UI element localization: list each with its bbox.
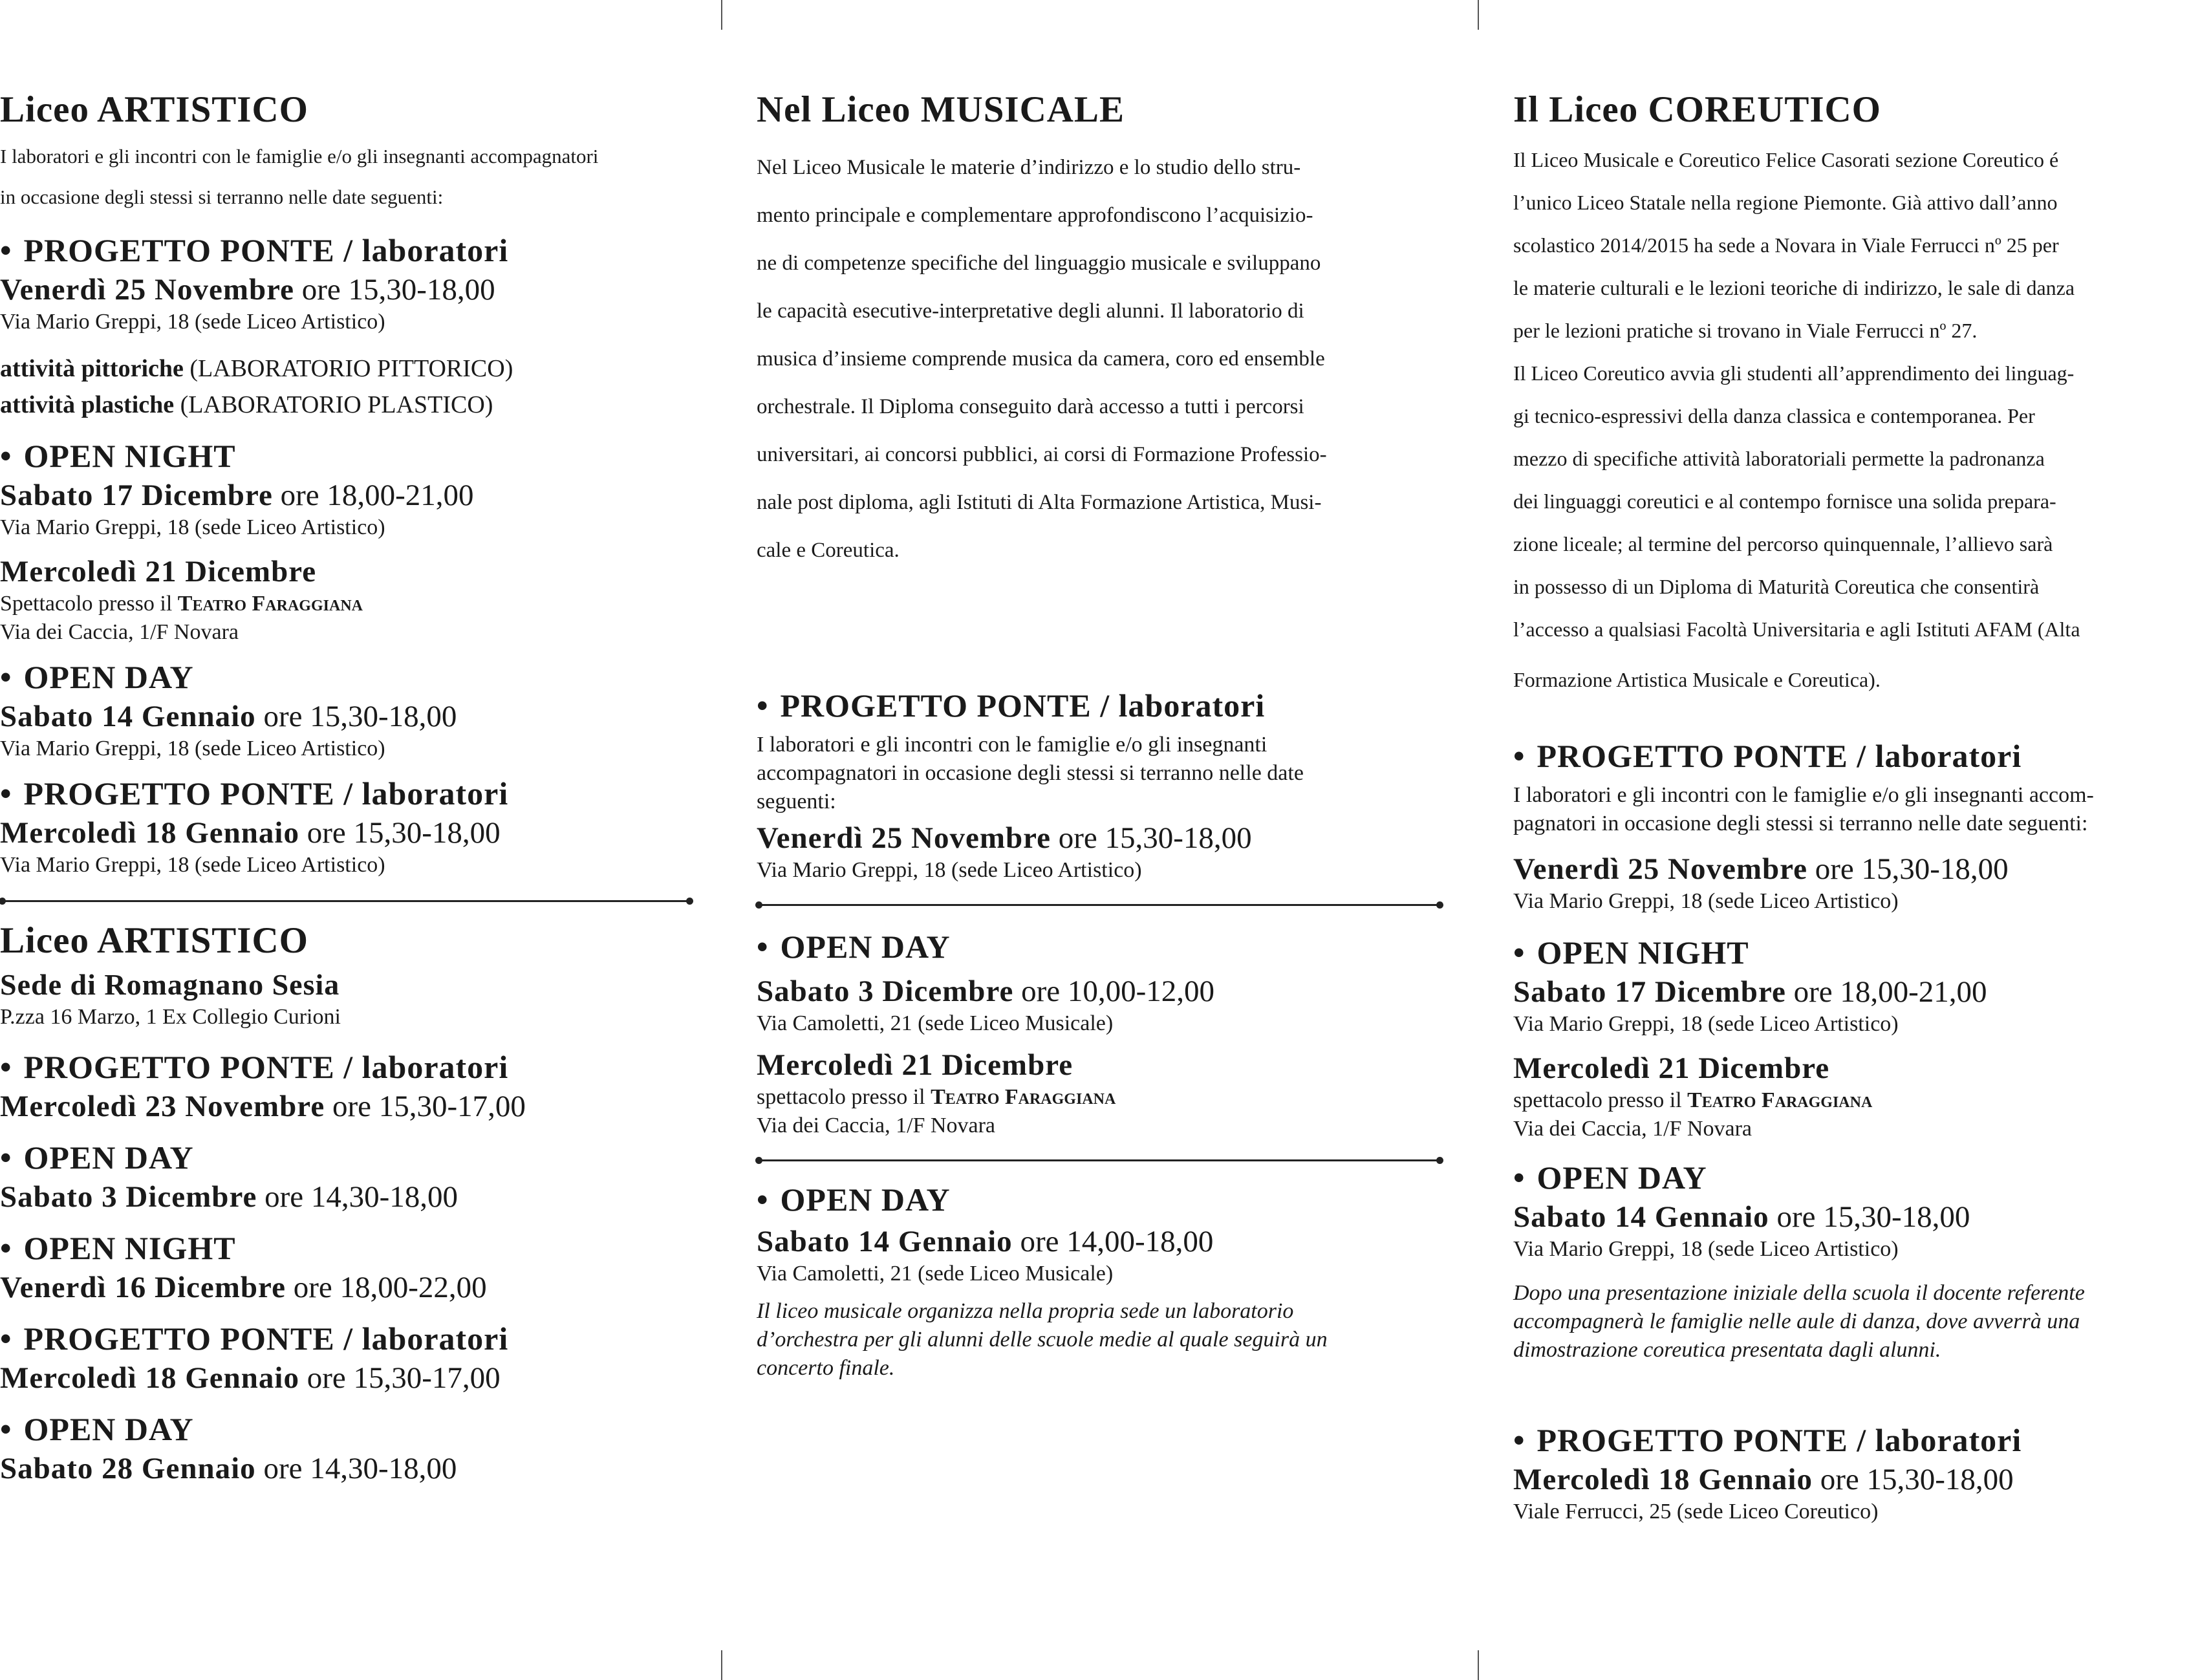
paragraph-line: per le lezioni pratiche si trovano in Viale Ferrucci nº 27. (1513, 319, 1978, 342)
event-date: Sabato 17 Dicembre ore 18,00-21,00 (1513, 975, 1987, 1009)
event-address: Via Camoletti, 21 (sede Liceo Musicale) (757, 1011, 1114, 1035)
paragraph-line: l’accesso a qualsiasi Facoltà Universitaria e agli Istituti AFAM (Alta (1513, 618, 2080, 641)
event-date: Sabato 3 Dicembre ore 10,00-12,00 (757, 975, 1214, 1008)
note-line: dimostrazione coreutica presentata dagli alunni. (1513, 1338, 1941, 1362)
event-address: Via Mario Greppi, 18 (sede Liceo Artistico) (0, 737, 385, 760)
event-date: Mercoledì 18 Gennaio ore 15,30-17,00 (0, 1361, 501, 1395)
note-line: Il liceo musicale organizza nella propria sede un laboratorio (757, 1299, 1294, 1323)
paragraph-line: orchestrale. Il Diploma conseguito darà accesso a tutti i percorsi (757, 395, 1304, 418)
fold-mark-bottom-left (721, 1650, 722, 1680)
intro-line: seguenti: (757, 790, 836, 813)
event-date: Mercoledì 21 Dicembre (1513, 1051, 1830, 1085)
paragraph-line: zione liceale; al termine del percorso quinquennale, l’allievo sarà (1513, 532, 2053, 555)
column-liceo-artistico (0, 84, 692, 1487)
divider (0, 900, 692, 902)
paragraph-line: nale post diploma, agli Istituti di Alta Formazione Artistica, Musi- (757, 491, 1322, 514)
event-address: Via Mario Greppi, 18 (sede Liceo Artistico) (757, 858, 1142, 882)
section-title: Liceo ARTISTICO (0, 920, 308, 961)
intro-line: accompagnatori in occasione degli stessi si terranno nelle date (757, 761, 1304, 785)
section-address: P.zza 16 Marzo, 1 Ex Collegio Curioni (0, 1005, 341, 1029)
fold-mark-top-right (1478, 0, 1479, 30)
paragraph-line: mento principale e complementare approfondiscono l’acquisizio- (757, 204, 1313, 227)
event-date: Sabato 14 Gennaio ore 15,30-18,00 (0, 700, 457, 733)
event-heading: • OPEN DAY (757, 929, 951, 965)
event-address: Via Mario Greppi, 18 (sede Liceo Artistico) (0, 515, 385, 539)
paragraph-line: dei linguaggi coreutici e al contempo fornisce una solida prepara- (1513, 490, 2056, 513)
event-date: Mercoledì 21 Dicembre (757, 1048, 1073, 1082)
paragraph-line: l’unico Liceo Statale nella regione Piemonte. Già attivo dall’anno (1513, 191, 2058, 214)
paragraph-line: in possesso di un Diploma di Maturità Coreutica che consentirà (1513, 575, 2040, 598)
lab-item: attività pittoriche (LABORATORIO PITTORICO) (0, 355, 513, 382)
paragraph-line: scolastico 2014/2015 ha sede a Novara in Viale Ferrucci nº 25 per (1513, 233, 2059, 257)
intro-line: in occasione degli stessi si terranno nelle date seguenti: (0, 186, 444, 208)
note-line: Dopo una presentazione iniziale della scuola il docente referente (1513, 1281, 2085, 1305)
event-heading: • OPEN NIGHT (1513, 934, 1749, 971)
column-liceo-coreutico (1513, 84, 2192, 1526)
note-line: accompagnerà le famiglie nelle aule di danza, dove avverrà una (1513, 1309, 2080, 1333)
fold-mark-bottom-right (1478, 1650, 1479, 1680)
intro-line: I laboratori e gli incontri con le famiglie e/o gli insegnanti accompagnatori (0, 145, 599, 167)
section-title: Liceo ARTISTICO (0, 89, 308, 130)
paragraph-line: cale e Coreutica. (757, 539, 900, 562)
paragraph-line: gi tecnico-espressivi della danza classica e contemporanea. Per (1513, 404, 2035, 427)
event-heading: • PROGETTO PONTE / laboratori (0, 1049, 509, 1085)
event-heading: • OPEN NIGHT (0, 438, 236, 474)
event-address: Viale Ferrucci, 25 (sede Liceo Coreutico) (1513, 1500, 1879, 1524)
intro-line: I laboratori e gli incontri con le famiglie e/o gli insegnanti (757, 733, 1267, 757)
event-venue: Spettacolo presso il Teatro Faraggiana (0, 592, 363, 616)
event-address: Via dei Caccia, 1/F Novara (1513, 1117, 1752, 1141)
event-heading: • PROGETTO PONTE / laboratori (0, 232, 509, 268)
event-heading: • OPEN NIGHT (0, 1230, 236, 1266)
event-address: Via Mario Greppi, 18 (sede Liceo Artistico) (1513, 1237, 1899, 1261)
paragraph-line: le capacità esecutive-interpretative degli alunni. Il laboratorio di (757, 299, 1304, 323)
paragraph-line: musica d’insieme comprende musica da camera, coro ed ensemble (757, 347, 1325, 371)
divider (757, 1159, 1442, 1161)
paragraph-line: Il Liceo Coreutico avvia gli studenti all’apprendimento dei linguag- (1513, 361, 2075, 385)
section-subtitle: Sede di Romagnano Sesia (0, 968, 340, 1001)
paragraph-line: Il Liceo Musicale e Coreutico Felice Casorati sezione Coreutico é (1513, 148, 2059, 171)
event-date: Mercoledì 18 Gennaio ore 15,30-18,00 (0, 816, 501, 850)
event-venue: spettacolo presso il Teatro Faraggiana (757, 1085, 1116, 1109)
section-title: Il Liceo COREUTICO (1513, 89, 1882, 130)
event-heading: • OPEN DAY (0, 659, 194, 695)
paragraph-line: universitari, ai concorsi pubblici, ai corsi di Formazione Professio- (757, 443, 1327, 466)
event-date: Sabato 14 Gennaio ore 14,00-18,00 (757, 1225, 1214, 1258)
event-date: Sabato 28 Gennaio ore 14,30-18,00 (0, 1452, 457, 1485)
note-line: d’orchestra per gli alunni delle scuole medie al quale seguirà un (757, 1328, 1328, 1352)
paragraph-line: Nel Liceo Musicale le materie d’indirizzo e lo studio dello stru- (757, 156, 1301, 179)
event-heading: • OPEN DAY (0, 1411, 194, 1447)
event-heading: • OPEN DAY (757, 1181, 951, 1218)
paragraph-line: mezzo di specifiche attività laboratoriali permette la padronanza (1513, 447, 2045, 470)
event-address: Via Camoletti, 21 (sede Liceo Musicale) (757, 1262, 1114, 1286)
paragraph-line: ne di competenze specifiche del linguaggio musicale e sviluppano (757, 252, 1321, 275)
paragraph-line: le materie culturali e le lezioni teoriche di indirizzo, le sale di danza (1513, 276, 2075, 299)
event-heading: • PROGETTO PONTE / laboratori (0, 1320, 509, 1357)
intro-line: pagnatori in occasione degli stessi si terranno nelle date seguenti: (1513, 812, 2088, 835)
fold-mark-top-left (721, 0, 722, 30)
event-heading: • PROGETTO PONTE / laboratori (0, 775, 509, 812)
event-heading: • PROGETTO PONTE / laboratori (1513, 1422, 2022, 1458)
event-heading: • OPEN DAY (0, 1139, 194, 1176)
event-date: Sabato 14 Gennaio ore 15,30-18,00 (1513, 1200, 1970, 1234)
event-heading: • PROGETTO PONTE / laboratori (757, 687, 1266, 724)
event-date: Sabato 3 Dicembre ore 14,30-18,00 (0, 1180, 458, 1214)
lab-item: attività plastiche (LABORATORIO PLASTICO) (0, 391, 493, 418)
event-date: Venerdì 25 Novembre ore 15,30-18,00 (1513, 852, 2009, 886)
divider (757, 904, 1442, 906)
event-date: Venerdì 25 Novembre ore 15,30-18,00 (0, 273, 495, 307)
event-address: Via Mario Greppi, 18 (sede Liceo Artistico) (0, 310, 385, 334)
event-date: Venerdì 25 Novembre ore 15,30-18,00 (757, 821, 1252, 855)
event-date: Venerdì 16 Dicembre ore 18,00-22,00 (0, 1271, 487, 1304)
event-heading: • PROGETTO PONTE / laboratori (1513, 738, 2022, 774)
paragraph-line: Formazione Artistica Musicale e Coreutica). (1513, 668, 1881, 691)
section-title: Nel Liceo MUSICALE (757, 89, 1125, 130)
intro-line: I laboratori e gli incontri con le famiglie e/o gli insegnanti accom- (1513, 783, 2094, 807)
event-date: Mercoledì 21 Dicembre (0, 555, 317, 588)
event-address: Via dei Caccia, 1/F Novara (757, 1114, 995, 1137)
event-address: Via Mario Greppi, 18 (sede Liceo Artistico) (0, 853, 385, 877)
note-line: concerto finale. (757, 1356, 895, 1380)
event-heading: • OPEN DAY (1513, 1159, 1707, 1196)
event-date: Mercoledì 23 Novembre ore 15,30-17,00 (0, 1090, 526, 1123)
event-date: Mercoledì 18 Gennaio ore 15,30-18,00 (1513, 1463, 2014, 1496)
column-liceo-musicale (757, 84, 1442, 1383)
event-address: Via Mario Greppi, 18 (sede Liceo Artistico) (1513, 1012, 1899, 1036)
event-address: Via dei Caccia, 1/F Novara (0, 620, 239, 644)
event-address: Via Mario Greppi, 18 (sede Liceo Artistico) (1513, 889, 1899, 913)
event-date: Sabato 17 Dicembre ore 18,00-21,00 (0, 479, 474, 512)
event-venue: spettacolo presso il Teatro Faraggiana (1513, 1088, 1873, 1112)
